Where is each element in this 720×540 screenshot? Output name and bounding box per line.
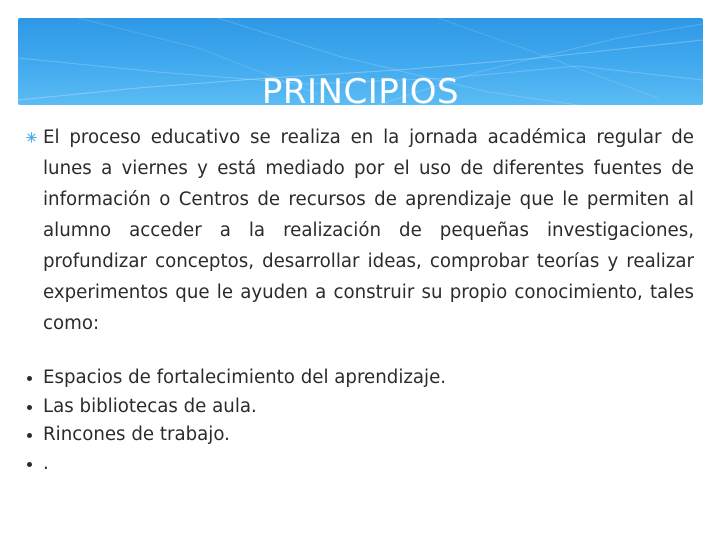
list-item xyxy=(24,450,694,479)
bullet-dot-icon xyxy=(27,433,32,438)
list-item xyxy=(24,421,694,450)
bullet-list xyxy=(24,364,694,478)
list-item-text: Rincones de trabajo. xyxy=(43,424,230,445)
slide-body xyxy=(24,122,694,339)
list-item xyxy=(24,364,694,393)
list-item-text: Espacios de fortalecimiento del aprendizaje. xyxy=(43,367,447,388)
intro-paragraph xyxy=(24,122,694,339)
slide-title: PRINCIPIOS xyxy=(261,72,460,105)
list-item xyxy=(24,393,694,422)
list-item-text: . xyxy=(43,452,49,474)
intro-paragraph-text: El proceso educativo se realiza en la jornada académica regular de lunes a viernes y está mediado por el uso de diferentes fuentes de información o Centros de recursos de aprendizaje que le permiten al alumno acceder a la realización de pequeñas investigaciones, profundizar conceptos, desarrollar ideas, comprobar teorías y realizar experimentos que le ayuden a construir su propio conocimiento, tales como: xyxy=(43,127,694,334)
star-bullet-icon xyxy=(26,132,37,143)
title-banner xyxy=(18,18,703,105)
bullet-dot-icon xyxy=(27,462,32,467)
bullet-dot-icon xyxy=(27,405,32,410)
bullet-dot-icon xyxy=(27,376,32,381)
list-item-text: Las bibliotecas de aula. xyxy=(43,395,257,417)
